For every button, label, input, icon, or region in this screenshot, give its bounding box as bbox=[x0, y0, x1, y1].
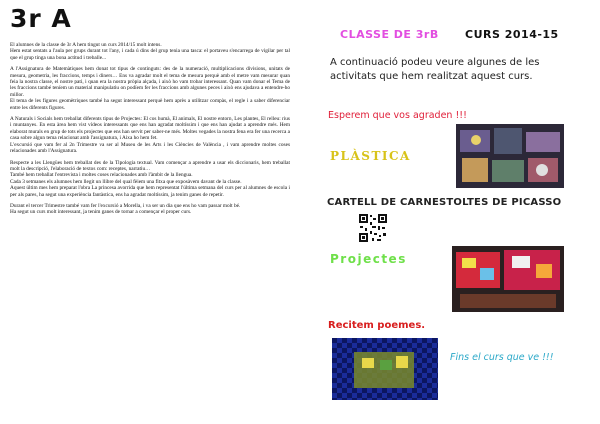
plastica-label: PLÀSTICA bbox=[330, 149, 411, 163]
projectes-label: Projectes bbox=[330, 252, 407, 266]
recitem-photo-graphic bbox=[332, 338, 438, 400]
qr-code-image[interactable] bbox=[358, 213, 388, 243]
course-title: CURS 2014-15 bbox=[465, 28, 559, 41]
paragraph-intro: El alumnes de la classe de 3r A hem tingut un curs 2014/15 molt intens. Hem estat sentats a l'aula per grups durant tot l'any, i cada ú dins del grup tenia una tasca: el portaveu s'encarrega de vigilar per tal que el grup tinga una bona actitud i treballe... bbox=[10, 42, 290, 61]
projectes-photo-image[interactable] bbox=[452, 246, 564, 312]
left-text-body bbox=[10, 42, 290, 221]
paragraph-math: A l'Assignatura de Matemàtiques hem donat tot tipus de continguts: des de la numeració, multiplicacions divisions, unitats de mesura, geometria, les fraccions, temps i diners… Ens va agradar molt el tema de mesura perquè amb el metre vam mesurar quan feia la nostra classe, el nostre pati, i quan era la nostra pròpia alçada, i això ho vam trobar interessant. Quan vam donar el Tema de les fraccions també teníem un material manipulatiu on podíem fer les fraccions amb algunes peces i això ens ajudava a entendre-ho millor. El tema de les figures geomètriques també ha segut interessant perquè hem après a utilitzar compàs, el regle i a saber diferenciar entre les diferents figures. bbox=[10, 66, 290, 111]
paragraph-science: A Naturals i Socials hem treballat diferents tipus de Projectes: El cos humà, El animals, El nostre entorn, Les plantes, El relleu: rius i muntanyes. En esta àrea hem vist vídeos interessants que ens han agradat moltíssim i que ens han ajudat a aprendre més. Hem elaborat murals en grup de tots els projectes que ens han servit per saber-ne més. Moltes vegades la nostra fena era fer una recerca a casa sobre algun tema relacionat amb l'assignatura, i Aixa ho hem fet. L'excursió que vam fer al 2n Trimestre va ser al Museu de les Arts i les Ciències de València , i vam aprendre moltes coses relacionades amb l'Assignatura. bbox=[10, 116, 290, 155]
plastica-artwork-image[interactable] bbox=[456, 124, 564, 188]
paragraph-languages: Respecte a les Llengües hem treballat des de la Tipologia textual. Vam començar a aprendre a usar els diccionaris, hem treballat molt la descripció, l'elaboració de textos com: receptes, narratiu… També hem treballat l'entrevista i moltes coses relacionades amb l'àmbit de la llengua. Cada 3 setmanes els alumnes hem llegit un llibre del qual fèiem una fitxa que exposàvem davant de la classe. Aquest últim mes hem preparat l'obra La princesa avorrida que hem representat l'última setmana del curs per al alumnes de escola i per als pares, ha segut una experiència fantàstica, ens ha agradat moltíssim, ja tenim ganes de repetir. bbox=[10, 159, 290, 198]
plastica-artwork-graphic bbox=[456, 124, 564, 188]
page-title: 3r A bbox=[10, 4, 72, 33]
ending-text: Fins el curs que ve !!! bbox=[450, 352, 554, 363]
class-title: CLASSE DE 3rB bbox=[340, 28, 439, 41]
qr-code-graphic bbox=[358, 213, 388, 243]
cartell-label: CARTELL DE CARNESTOLTES DE PICASSO bbox=[327, 197, 562, 208]
intro-text: A continuació podeu veure algunes de les activitats que hem realitzat aquest curs. bbox=[330, 57, 540, 82]
projectes-photo-graphic bbox=[452, 246, 564, 312]
hope-text: Esperem que vos agraden !!! bbox=[328, 110, 467, 121]
paragraph-closing: Durant el tercer Trimestre també vam fer l'excursió a Morella, i va ser un dia que ens ho vam passar molt bé. Ha segut un curs molt interessant, ja tenim ganes de tornar a començar el proper curs. bbox=[10, 202, 241, 216]
recitem-photo-image[interactable] bbox=[332, 338, 438, 400]
recitem-label: Recitem poemes. bbox=[328, 320, 426, 331]
